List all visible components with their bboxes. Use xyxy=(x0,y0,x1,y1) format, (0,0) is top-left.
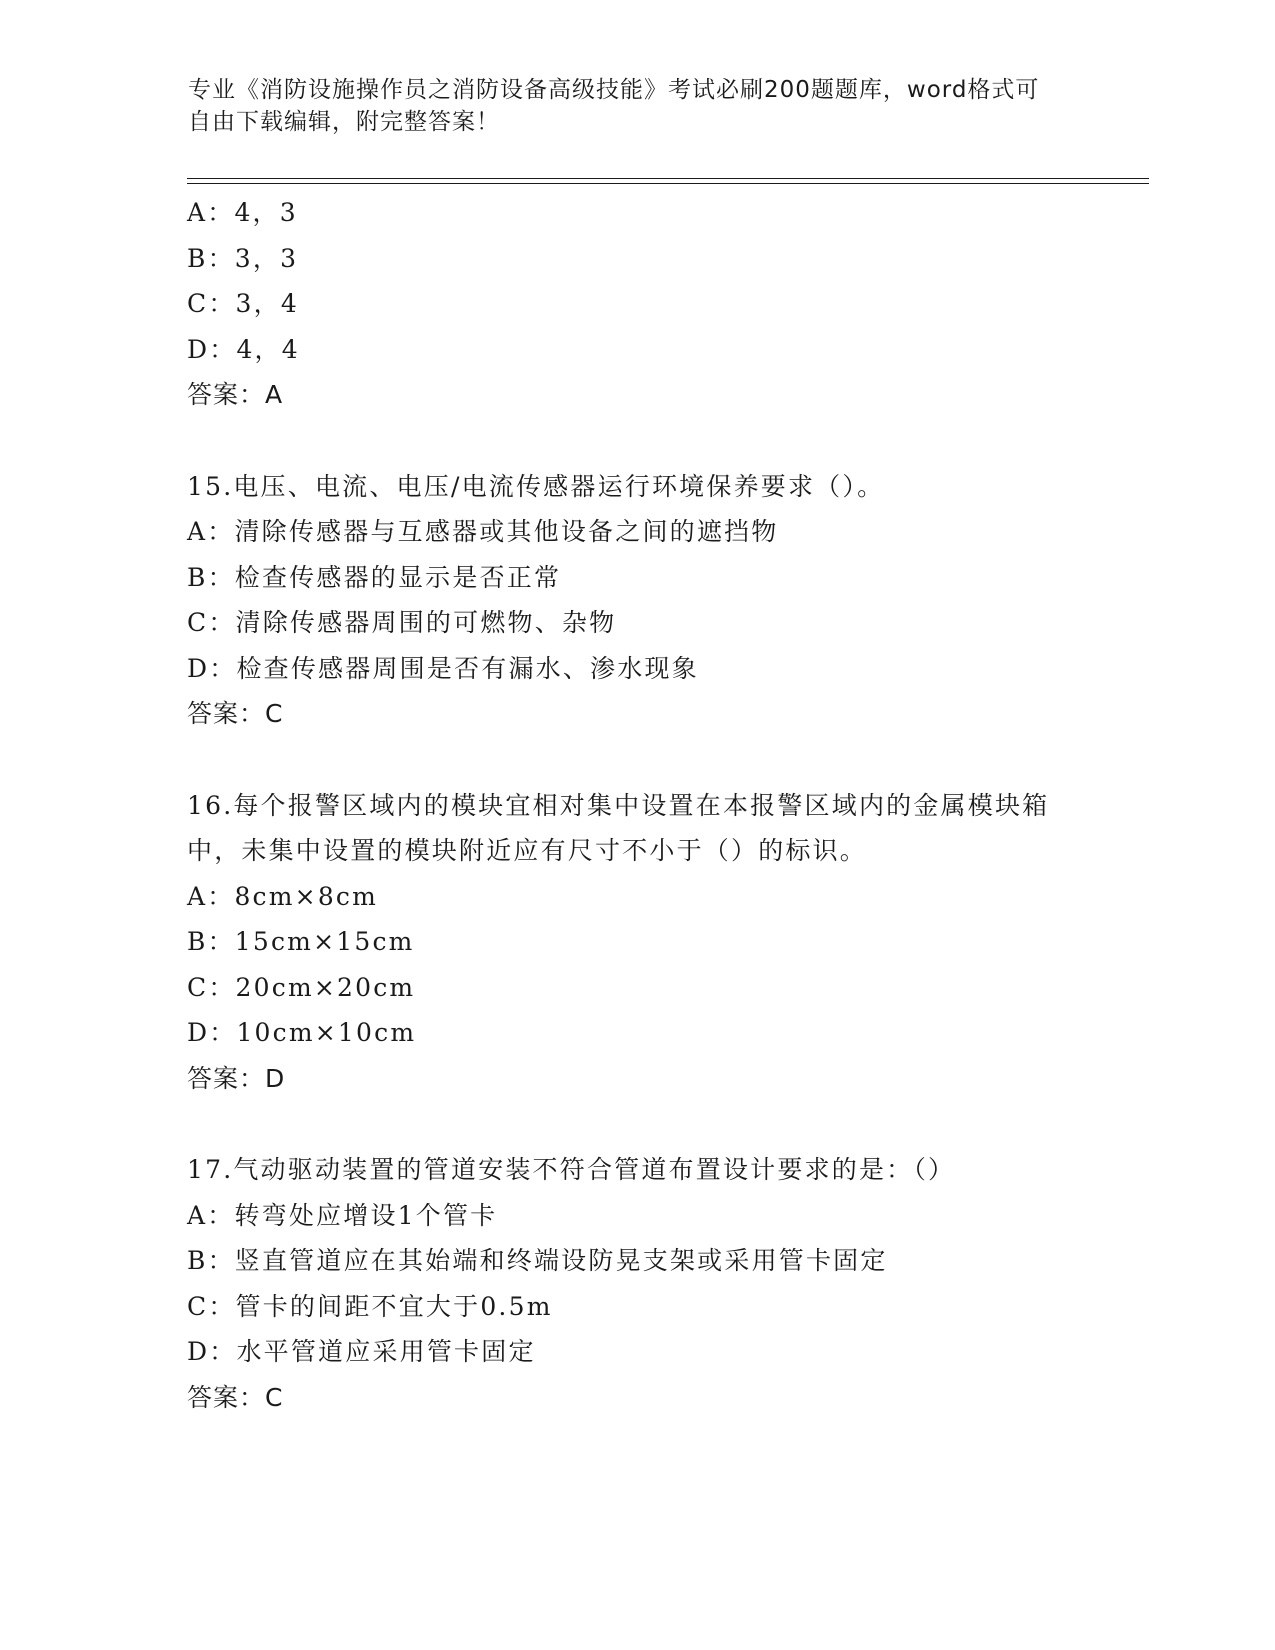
option-a: A：转弯处应增设1个管卡 xyxy=(187,1200,498,1230)
answer-line: 答案：C xyxy=(187,699,284,728)
option-a: A：8cm×8cm xyxy=(187,881,379,911)
answer-line: 答案：D xyxy=(187,1063,286,1093)
header-line-1: 专业《消防设施操作员之消防设备高级技能》考试必刷200题题库，word格式可 xyxy=(188,77,1040,103)
option-c: C：管卡的间距不宜大于0.5m xyxy=(187,1291,553,1321)
option-d: D：检查传感器周围是否有漏水、渗水现象 xyxy=(187,653,699,683)
header-line-2: 自由下载编辑，附完整答案！ xyxy=(188,109,500,135)
option-d: D：4，4 xyxy=(187,334,300,364)
document-header xyxy=(188,74,1088,138)
option-a: A：清除传感器与互感器或其他设备之间的遮挡物 xyxy=(187,517,779,546)
question-15 xyxy=(187,464,1087,737)
option-b: B：3，3 xyxy=(187,243,299,273)
header-divider-bottom xyxy=(187,183,1149,184)
option-d: D：水平管道应采用管卡固定 xyxy=(187,1337,536,1366)
option-c: C：3，4 xyxy=(187,289,299,318)
option-b: B：15cm×15cm xyxy=(187,927,415,956)
option-a: A：4，3 xyxy=(187,198,298,227)
answer-line: 答案：A xyxy=(187,380,284,409)
question-14-continued xyxy=(187,190,1087,418)
answer-line: 答案：C xyxy=(187,1382,284,1412)
spacer xyxy=(187,418,1087,464)
option-b: B：检查传感器的显示是否正常 xyxy=(187,562,562,592)
question-stem: 17.气动驱动装置的管道安装不符合管道布置设计要求的是：（） xyxy=(187,1155,956,1184)
option-c: C：清除传感器周围的可燃物、杂物 xyxy=(187,608,617,637)
option-c: C：20cm×20cm xyxy=(187,972,416,1002)
spacer xyxy=(187,737,1087,783)
question-stem: 15.电压、电流、电压/电流传感器运行环境保养要求（）。 xyxy=(187,471,885,501)
header-divider-top xyxy=(187,178,1149,179)
option-d: D：10cm×10cm xyxy=(187,1018,417,1047)
question-stem: 16.每个报警区域内的模块宜相对集中设置在本报警区域内的金属模块箱中，未集中设置的模块附近应有尺寸不小于（）的标识。 xyxy=(187,790,1050,865)
spacer xyxy=(187,1101,1087,1147)
question-17 xyxy=(187,1147,1087,1420)
document-body xyxy=(187,190,1087,1420)
option-b: B：竖直管道应在其始端和终端设防晃支架或采用管卡固定 xyxy=(187,1246,888,1275)
question-16 xyxy=(187,783,1087,1102)
